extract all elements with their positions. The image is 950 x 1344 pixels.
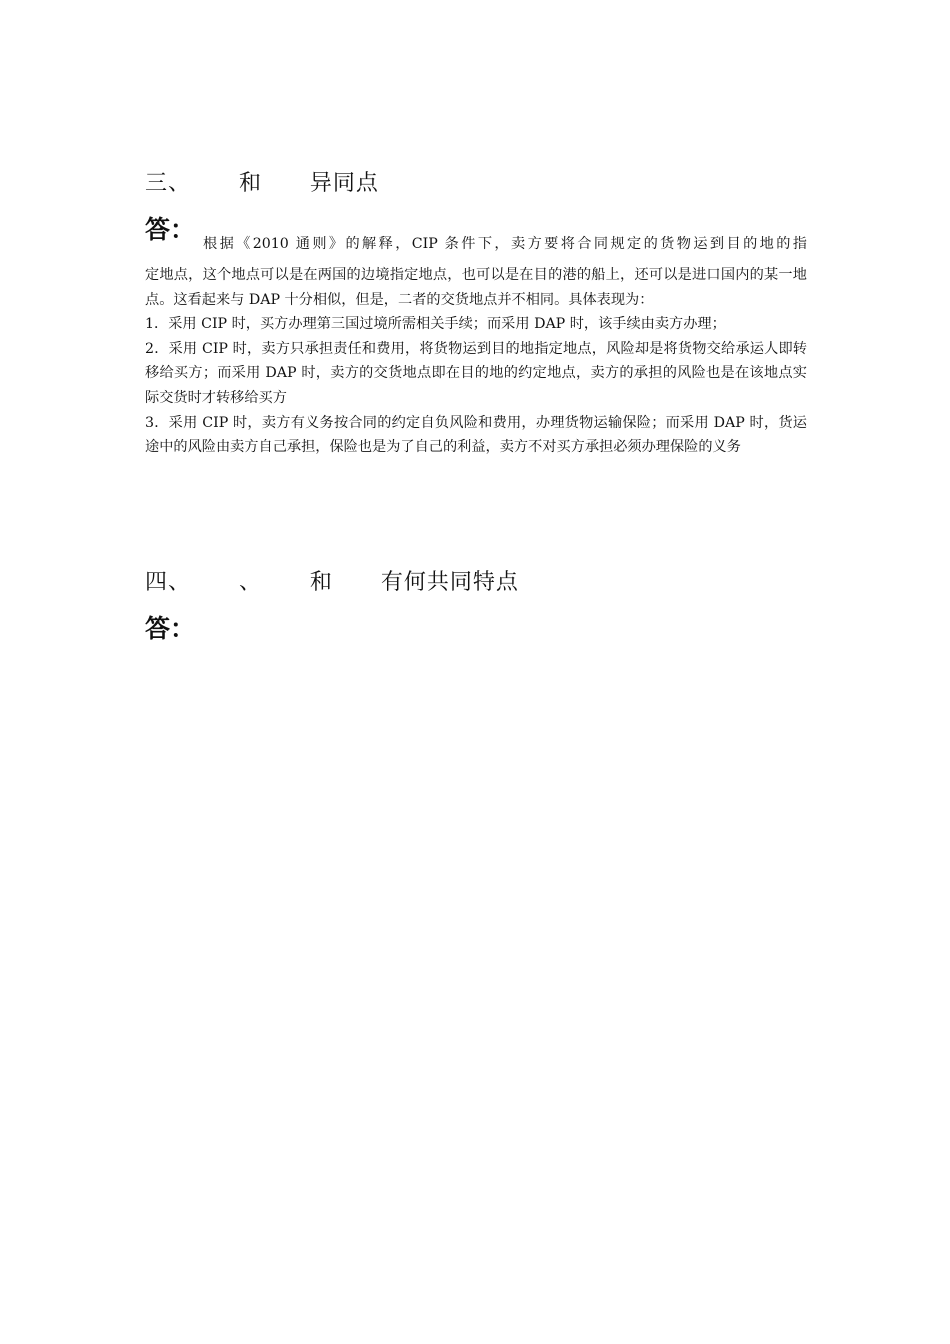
section-3-intro-first-line: 根据《2010 通则》的解释，CIP 条件下，卖方要将合同规定的货物运到目的地的指 bbox=[203, 236, 807, 252]
section-3-point-3: 3．采用 CIP 时，卖方有义务按合同的约定自负风险和费用，办理货物运输保险；而采用 DAP 时，货运途中的风险由卖方自己承担，保险也是为了自己的利益，卖方不对买方承担必须办理保险的义务 bbox=[145, 414, 807, 456]
section-3-answer-label: 答： bbox=[145, 215, 196, 244]
section-3-body bbox=[145, 263, 807, 460]
section-3-point-1: 1．采用 CIP 时，买方办理第三国过境所需相关手续；而采用 DAP 时，该手续由卖方办理； bbox=[145, 316, 726, 333]
section-4-heading: 四、 、 和 有何共同特点 bbox=[145, 570, 519, 595]
section-3-heading: 三、 和 异同点 bbox=[145, 171, 379, 196]
section-3-intro-paragraph: 定地点，这个地点可以是在两国的边境指定地点，也可以是在目的港的船上，还可以是进口国内的某一地点。这看起来与 DAP 十分相似，但是，二者的交货地点并不相同。具体表现为： bbox=[145, 267, 807, 308]
section-3-point-2: 2．采用 CIP 时，卖方只承担责任和费用，将货物运到目的地指定地点，风险却是将货物交给承运人即转移给买方；而采用 DAP 时，卖方的交货地点即在目的地的约定地点，卖方的承担的风险也是在该地点实际交货时才转移给买方 bbox=[145, 340, 807, 406]
section-4-answer-label: 答： bbox=[145, 614, 196, 643]
